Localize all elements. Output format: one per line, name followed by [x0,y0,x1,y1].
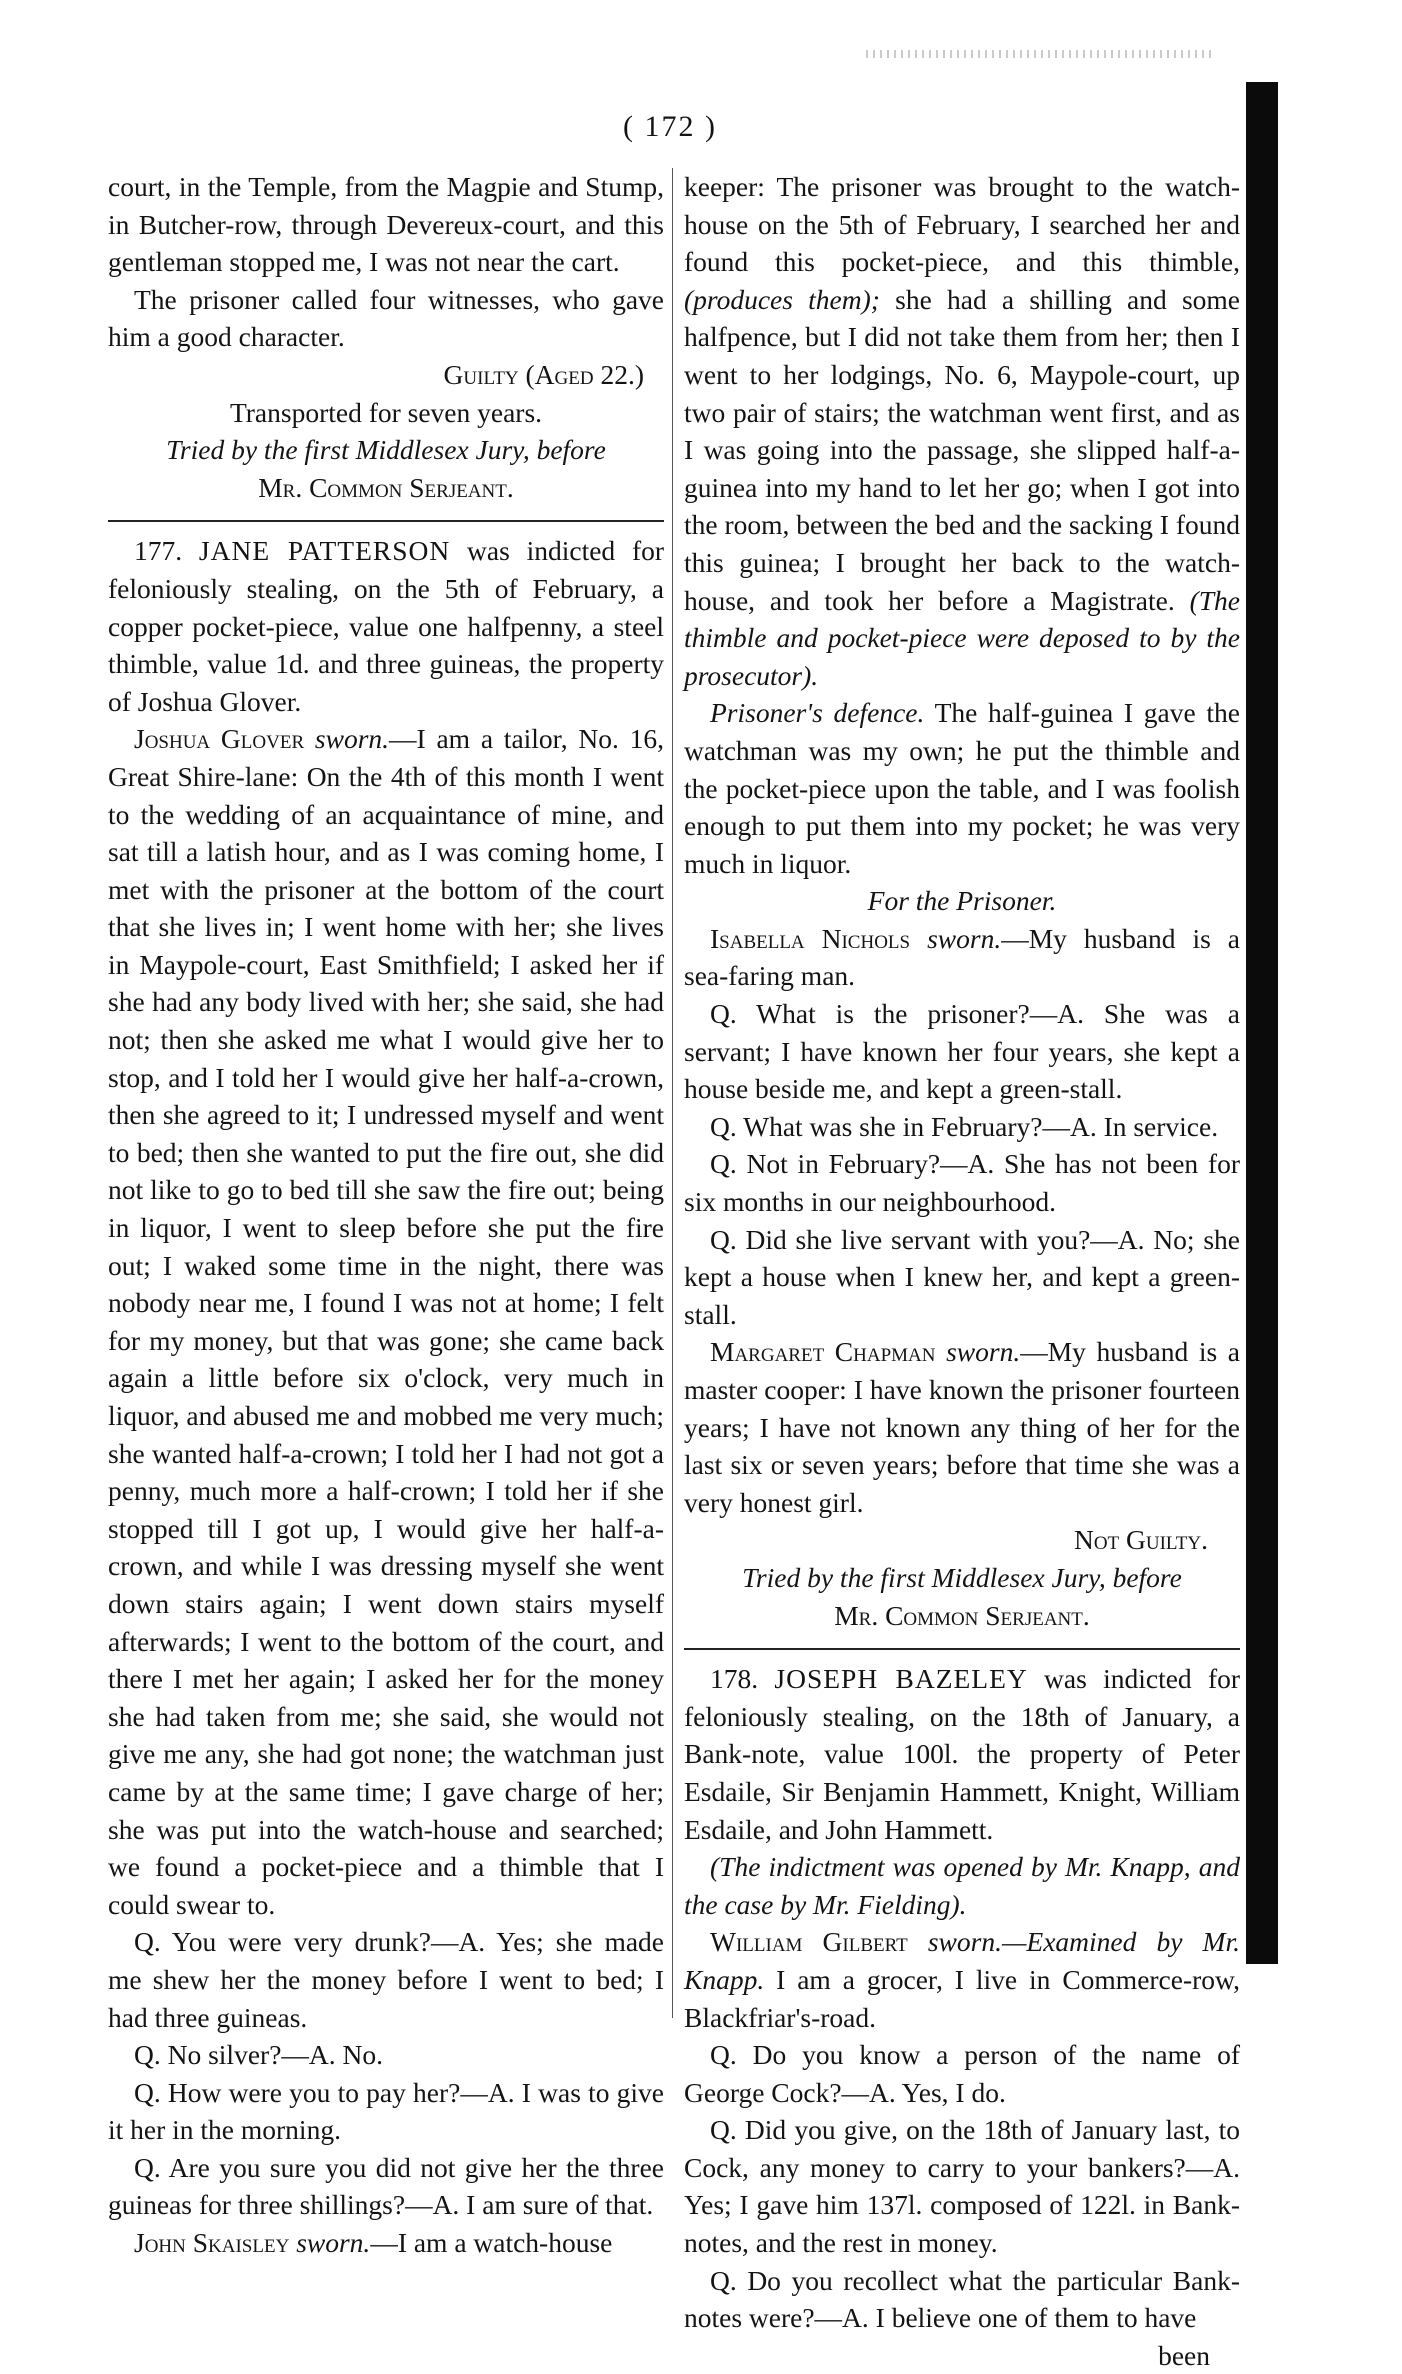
qa: Q. Do you know a person of the name of George Cock?—A. Yes, I do. [684,2039,1240,2108]
jury-line: Tried by the first Middlesex Jury, before [742,1561,1182,1593]
testimony: William Gilbert sworn.—Examined by Mr. Knapp. I am a grocer, I live in Commerce-row, Blackfriar's-road. [684,1926,1240,2033]
scan-artifact [866,50,1216,58]
verdict: Not Guilty. [1073,1524,1208,1556]
left-column [108,168,664,2262]
catchword: been [1158,2339,1210,2371]
paragraph: The prisoner called four witnesses, who gave him a good character. [108,283,664,353]
section-rule [684,1648,1240,1650]
right-column [684,168,1240,2374]
testimony: Joshua Glover sworn.—I am a tailor, No. 16, Great Shire-lane: On the 4th of this month I went to the wedding of an acquaintance of mine, and sat till a latish hour, and as I was coming home, I met with the prisoner at the bottom of the court that she lives in; I went home with her; she lives in Maypole-court, East Smithfield; I asked her if she had any body lived with her; she said, she had not; then she asked me what I would give her to stop, and I told her I would give her half-a-crown, then she agreed to it; I undressed myself and went to bed; then she wanted to put the fire out, she did not like to go to bed till she saw the fire out; being in liquor, I went to sleep before she put the fire out; I waked some time in the night, there was nobody near me, I found I was not at home; I felt for my money, but that was gone; she came back again a little before six o'clock, very much in liquor, and abused me and mobbed me very much; she wanted half-a-crown; I told her I had not got a penny, much more a half-crown; I told her if she stopped till I got up, I would give her half-a-crown, and while I was dressing myself she went down stairs again; I went down stairs myself afterwards; I went to the bottom of the court, and there I met her again; I asked her for the money she had taken from me; she said, she would not give me any, she had got none; the watchman just came by at the same time; I gave charge of her; she was put into the watch-house and searched; we found a pocket-piece and a thimble that I could swear to. [108,723,665,1920]
sentence: Transported for seven years. [229,396,543,428]
binding-edge [1246,82,1278,1964]
qa: Q. Did she live servant with you?—A. No; she kept a house when I knew her, and kept a green-stall. [684,1223,1240,1330]
paragraph: keeper: The prisoner was brought to the watch-house on the 5th of February, I searched her and found this pocket-piece, and this thimble, (produces them); she had a shilling and some halfpence, but I did not take them from her; then I went to her lodgings, No. 6, Maypole-court, up two pair of stairs; the watchman went first, and as I was going into the passage, she slipped half-a-guinea into my hand to let her go; when I got into the room, between the bed and the sacking I found this guinea; I brought her back to the watch-house, and took her before a Magistrate. (The thimble and pocket-piece were deposed to by the prosecutor). [684,171,1241,691]
case-header: 177. JANE PATTERSON was indicted for feloniously stealing, on the 5th of February, a copper pocket-piece, value one halfpenny, a steel thimble, value 1d. and three guineas, the property of Joshua Glover. [108,535,665,717]
testimony: Margaret Chapman sworn.—My husband is a master cooper: I have known the prisoner fourteen years; I have not known any thing of her for the last six or seven years; before that time she was a very honest girl. [684,1336,1240,1518]
for-prisoner-heading: For the Prisoner. [867,885,1057,917]
column-divider [672,168,673,2018]
qa: Q. What is the prisoner?—A. She was a servant; I have known her four years, she kept a house beside me, and kept a green-stall. [684,998,1240,1105]
qa: Q. You were very drunk?—A. Yes; she made me shew her the money before I went to bed; I had three guineas. [108,1926,664,2033]
qa: Q. Are you sure you did not give her the three guineas for three shillings?—A. I am sure of that. [108,2151,664,2221]
judge-line: Mr. Common Serjeant. [258,471,514,503]
verdict: Guilty (Aged 22.) [443,358,644,390]
judge-line: Mr. Common Serjeant. [834,1599,1090,1631]
qa: Q. No silver?—A. No. [134,2039,383,2071]
qa: Q. Do you recollect what the particular Bank-notes were?—A. I believe one of them to have [684,2264,1240,2334]
qa: Q. Not in February?—A. She has not been for six months in our neighbourhood. [684,1148,1240,1218]
paragraph: court, in the Temple, from the Magpie and Stump, in Butcher-row, through Devereux-court, and this gentleman stopped me, I was not near the cart. [108,171,664,278]
section-rule [108,520,664,522]
case-header: 178. JOSEPH BAZELEY was indicted for feloniously stealing, on the 18th of January, a Bank-note, value 100l. the property of Peter Esdaile, Sir Benjamin Hammett, Knight, William Esdaile, and John Hammett. [684,1663,1241,1845]
page-number: ( 172 ) [623,110,717,143]
qa: Q. How were you to pay her?—A. I was to give it her in the morning. [108,2076,664,2146]
qa: Q. Did you give, on the 18th of January last, to Cock, any money to carry to your bankers?—A. Yes; I gave him 137l. composed of 122l. in Bank-notes, and the rest in money. [684,2114,1240,2259]
case-note: (The indictment was opened by Mr. Knapp, and the case by Mr. Fielding). [684,1851,1240,1920]
testimony: John Skaisley sworn.—I am a watch-house [134,2227,613,2259]
qa: Q. What was she in February?—A. In service. [710,1110,1219,1142]
jury-line: Tried by the first Middlesex Jury, before [166,434,606,466]
testimony: Isabella Nichols sworn.—My husband is a sea-faring man. [684,922,1240,992]
defence: Prisoner's defence. The half-guinea I gave the watchman was my own; he put the thimble and the pocket-piece upon the table, and I was foolish enough to put them into my pocket; he was very much in liquor. [684,697,1240,879]
